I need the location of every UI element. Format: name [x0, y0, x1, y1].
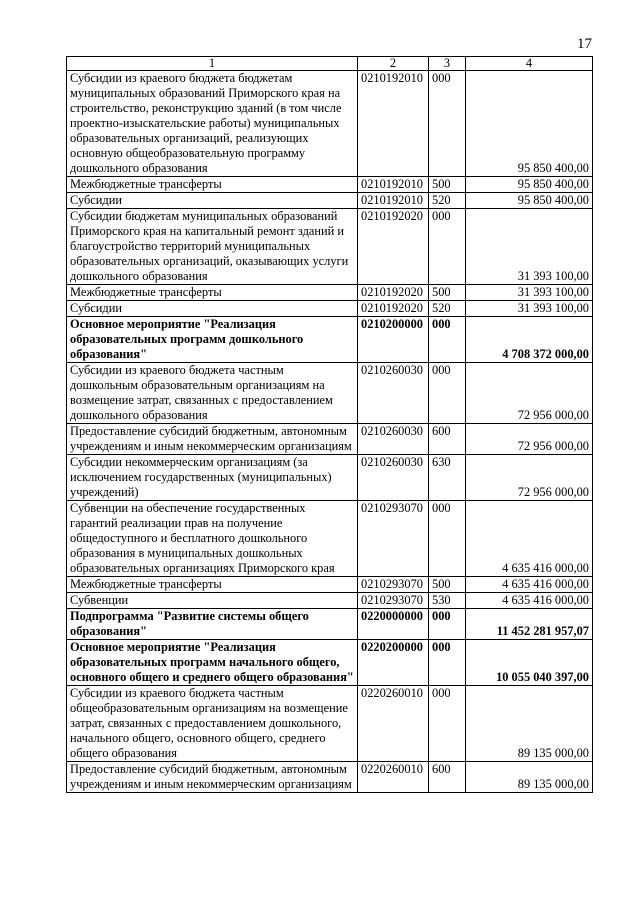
row-amount-cell: 31 393 100,00 — [466, 209, 593, 285]
row-name-cell: Субсидии из краевого бюджета бюджетам муниципальных образований Приморского края на строительство, реконструкцию зданий (в том числе проектно-изыскательские работы) муниципальных образовательных организаций, реализующих основную общеобразовательную программу дошкольного образования — [67, 71, 358, 177]
row-name-cell: Межбюджетные трансферты — [67, 577, 358, 593]
row-code-cell: 0210200000 — [358, 317, 429, 363]
row-code-cell: 0210260030 — [358, 363, 429, 424]
row-code-cell: 0210192020 — [358, 301, 429, 317]
table-row — [67, 285, 593, 301]
row-type-cell: 600 — [429, 762, 466, 793]
table-row — [67, 640, 593, 686]
row-type-cell: 000 — [429, 363, 466, 424]
table-row — [67, 424, 593, 455]
header-col-2: 2 — [358, 57, 429, 71]
row-type-cell: 000 — [429, 317, 466, 363]
row-code-cell: 0210293070 — [358, 501, 429, 577]
row-code-cell: 0210293070 — [358, 577, 429, 593]
row-code-cell: 0210293070 — [358, 593, 429, 609]
row-name-cell: Межбюджетные трансферты — [67, 285, 358, 301]
row-type-cell: 630 — [429, 455, 466, 501]
row-code-cell: 0220260010 — [358, 762, 429, 793]
row-code-cell: 0210192010 — [358, 71, 429, 177]
table-row — [67, 71, 593, 177]
row-code-cell: 0220000000 — [358, 609, 429, 640]
row-type-cell: 500 — [429, 577, 466, 593]
table-row — [67, 209, 593, 285]
table-row — [67, 301, 593, 317]
table-row — [67, 577, 593, 593]
table-row — [67, 501, 593, 577]
row-amount-cell: 31 393 100,00 — [466, 301, 593, 317]
header-col-4: 4 — [466, 57, 593, 71]
row-amount-cell: 4 635 416 000,00 — [466, 501, 593, 577]
row-type-cell: 000 — [429, 71, 466, 177]
row-type-cell: 000 — [429, 609, 466, 640]
row-type-cell: 530 — [429, 593, 466, 609]
budget-table — [66, 56, 593, 793]
row-amount-cell: 72 956 000,00 — [466, 424, 593, 455]
row-name-cell: Подпрограмма "Развитие системы общего образования" — [67, 609, 358, 640]
table-row — [67, 177, 593, 193]
row-amount-cell: 72 956 000,00 — [466, 363, 593, 424]
row-amount-cell: 95 850 400,00 — [466, 71, 593, 177]
row-name-cell: Предоставление субсидий бюджетным, автономным учреждениям и иным некоммерческим организациям — [67, 424, 358, 455]
row-type-cell: 600 — [429, 424, 466, 455]
row-amount-cell: 11 452 281 957,07 — [466, 609, 593, 640]
row-name-cell: Основное мероприятие "Реализация образовательных программ дошкольного образования" — [67, 317, 358, 363]
row-type-cell: 520 — [429, 193, 466, 209]
table-row — [67, 317, 593, 363]
header-col-3: 3 — [429, 57, 466, 71]
row-name-cell: Основное мероприятие "Реализация образовательных программ начального общего, основного общего и среднего общего образования" — [67, 640, 358, 686]
row-amount-cell: 4 635 416 000,00 — [466, 577, 593, 593]
row-amount-cell: 89 135 000,00 — [466, 762, 593, 793]
row-amount-cell: 4 635 416 000,00 — [466, 593, 593, 609]
row-type-cell: 500 — [429, 285, 466, 301]
row-amount-cell: 4 708 372 000,00 — [466, 317, 593, 363]
row-name-cell: Субвенции — [67, 593, 358, 609]
row-amount-cell: 95 850 400,00 — [466, 177, 593, 193]
row-amount-cell: 72 956 000,00 — [466, 455, 593, 501]
row-type-cell: 520 — [429, 301, 466, 317]
row-name-cell: Субсидии из краевого бюджета частным дошкольным образовательным организациям на возмещение затрат, связанных с предоставлением дошкольного образования — [67, 363, 358, 424]
row-name-cell: Межбюджетные трансферты — [67, 177, 358, 193]
table-header-row — [67, 57, 593, 71]
row-type-cell: 000 — [429, 686, 466, 762]
row-code-cell: 0210260030 — [358, 455, 429, 501]
row-type-cell: 000 — [429, 209, 466, 285]
table-row — [67, 609, 593, 640]
row-name-cell: Субсидии — [67, 301, 358, 317]
row-code-cell: 0210192020 — [358, 209, 429, 285]
table-row — [67, 363, 593, 424]
table-row — [67, 455, 593, 501]
row-code-cell: 0220200000 — [358, 640, 429, 686]
table-row — [67, 686, 593, 762]
row-name-cell: Субсидии — [67, 193, 358, 209]
table-row — [67, 193, 593, 209]
row-amount-cell: 95 850 400,00 — [466, 193, 593, 209]
budget-table-body — [67, 57, 593, 793]
row-type-cell: 000 — [429, 501, 466, 577]
row-code-cell: 0220260010 — [358, 686, 429, 762]
row-code-cell: 0210192010 — [358, 177, 429, 193]
table-row — [67, 593, 593, 609]
row-name-cell: Субсидии некоммерческим организациям (за исключением государственных (муниципальных) учреждений) — [67, 455, 358, 501]
table-row — [67, 762, 593, 793]
row-type-cell: 000 — [429, 640, 466, 686]
row-code-cell: 0210192020 — [358, 285, 429, 301]
row-name-cell: Субсидии из краевого бюджета частным общеобразовательным организациям на возмещение затрат, связанных с предоставлением дошкольного, начального общего, основного общего, среднего общего образования — [67, 686, 358, 762]
row-amount-cell: 31 393 100,00 — [466, 285, 593, 301]
row-name-cell: Субсидии бюджетам муниципальных образований Приморского края на капитальный ремонт зданий и благоустройство территорий муниципальных образовательных организаций, оказывающих услуги дошкольного образования — [67, 209, 358, 285]
row-type-cell: 500 — [429, 177, 466, 193]
row-name-cell: Субвенции на обеспечение государственных гарантий реализации прав на получение общедоступного и бесплатного дошкольного образования в муниципальных дошкольных образовательных организациях Приморского края — [67, 501, 358, 577]
page-number: 17 — [577, 36, 592, 52]
row-code-cell: 0210192010 — [358, 193, 429, 209]
row-amount-cell: 10 055 040 397,00 — [466, 640, 593, 686]
header-col-1: 1 — [67, 57, 358, 71]
row-name-cell: Предоставление субсидий бюджетным, автономным учреждениям и иным некоммерческим организациям — [67, 762, 358, 793]
row-code-cell: 0210260030 — [358, 424, 429, 455]
row-amount-cell: 89 135 000,00 — [466, 686, 593, 762]
